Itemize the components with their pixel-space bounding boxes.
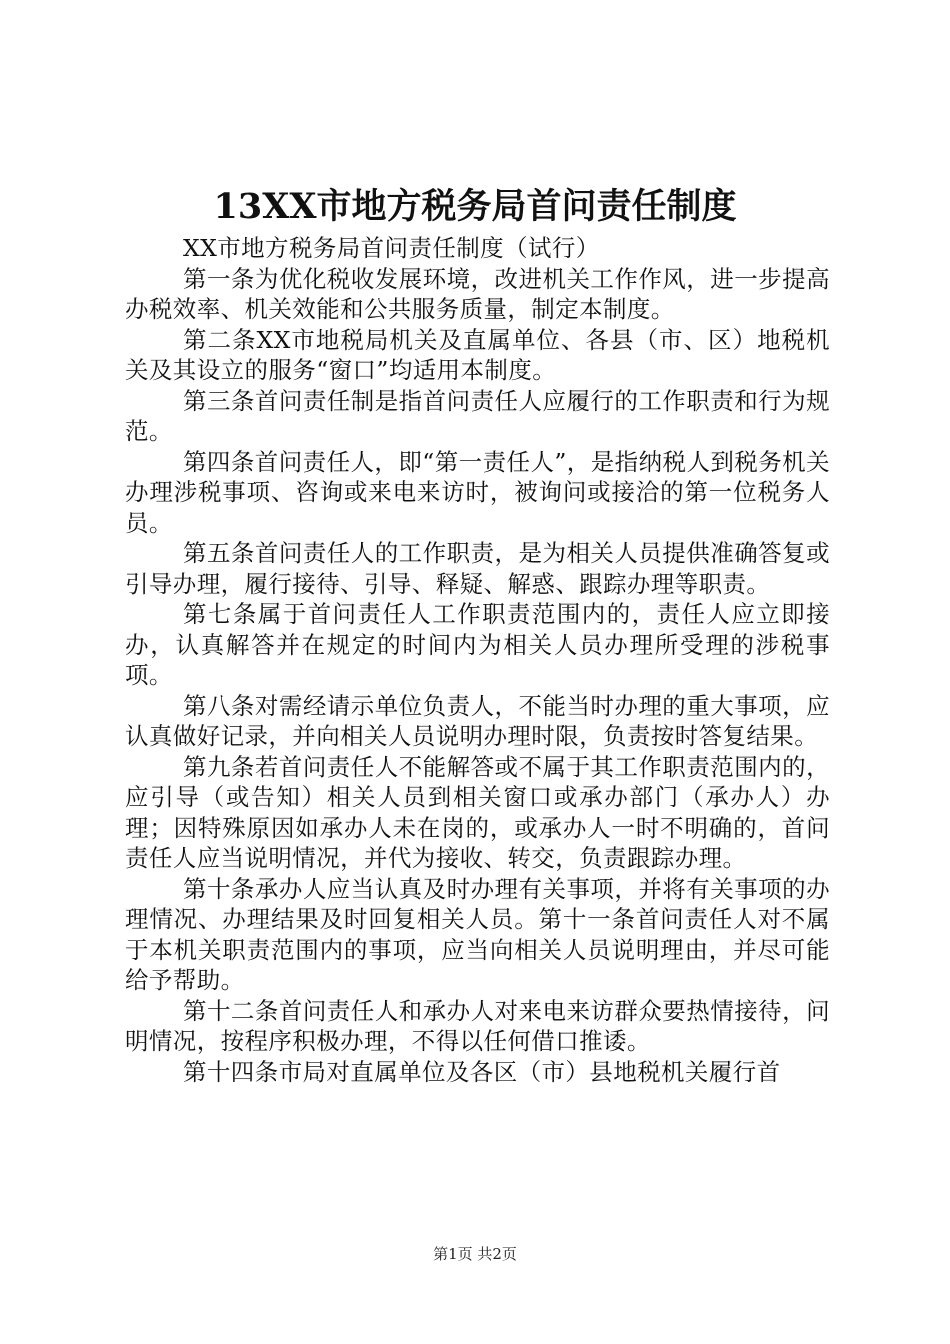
document-title: 13XX市地方税务局首问责任制度 bbox=[213, 186, 737, 227]
paragraph: 第四条首问责任人，即“第一责任人”，是指纳税人到税务机关办理涉税事项、咨询或来电来访时，被询问或接洽的第一位税务人员。 bbox=[125, 447, 830, 537]
paragraph: XX市地方税务局首问责任制度（试行） bbox=[183, 234, 600, 262]
paragraph: 第一条为优化税收发展环境，改进机关工作作风，进一步提高办税效率、机关效能和公共服务质量，制定本制度。 bbox=[125, 264, 830, 323]
paragraph: 第七条属于首问责任人工作职责范围内的，责任人应立即接办，认真解答并在规定的时间内为相关人员办理所受理的涉税事项。 bbox=[125, 600, 830, 689]
paragraph: 第十四条市局对直属单位及各区（市）县地税机关履行首 bbox=[183, 1057, 781, 1086]
page-number-footer: 第1页 共2页 bbox=[433, 1245, 517, 1263]
document-body bbox=[125, 233, 830, 1087]
paragraph: 第三条首问责任制是指首问责任人应履行的工作职责和行为规范。 bbox=[125, 386, 830, 445]
paragraph: 第五条首问责任人的工作职责，是为相关人员提供准确答复或引导办理，履行接待、引导、释疑、解惑、跟踪办理等职责。 bbox=[125, 539, 830, 598]
paragraph: 第十条承办人应当认真及时办理有关事项，并将有关事项的办理情况、办理结果及时回复相关人员。第十一条首问责任人对不属于本机关职责范围内的事项，应当向相关人员说明理由，并尽可能给予帮助。 bbox=[125, 874, 830, 994]
paragraph: 第十二条首问责任人和承办人对来电来访群众要热情接待，问明情况，按程序积极办理，不得以任何借口推诿。 bbox=[125, 996, 830, 1055]
paragraph: 第九条若首问责任人不能解答或不属于其工作职责范围内的，应引导（或告知）相关人员到相关窗口或承办部门（承办人）办理；因特殊原因如承办人未在岗的，或承办人一时不明确的，首问责任人应当说明情况，并代为接收、转交，负责跟踪办理。 bbox=[125, 752, 830, 872]
paragraph: 第八条对需经请示单位负责人，不能当时办理的重大事项，应认真做好记录，并向相关人员说明办理时限，负责按时答复结果。 bbox=[125, 691, 830, 750]
paragraph: 第二条XX市地税局机关及直属单位、各县（市、区）地税机关及其设立的服务“窗口”均适用本制度。 bbox=[125, 325, 830, 384]
